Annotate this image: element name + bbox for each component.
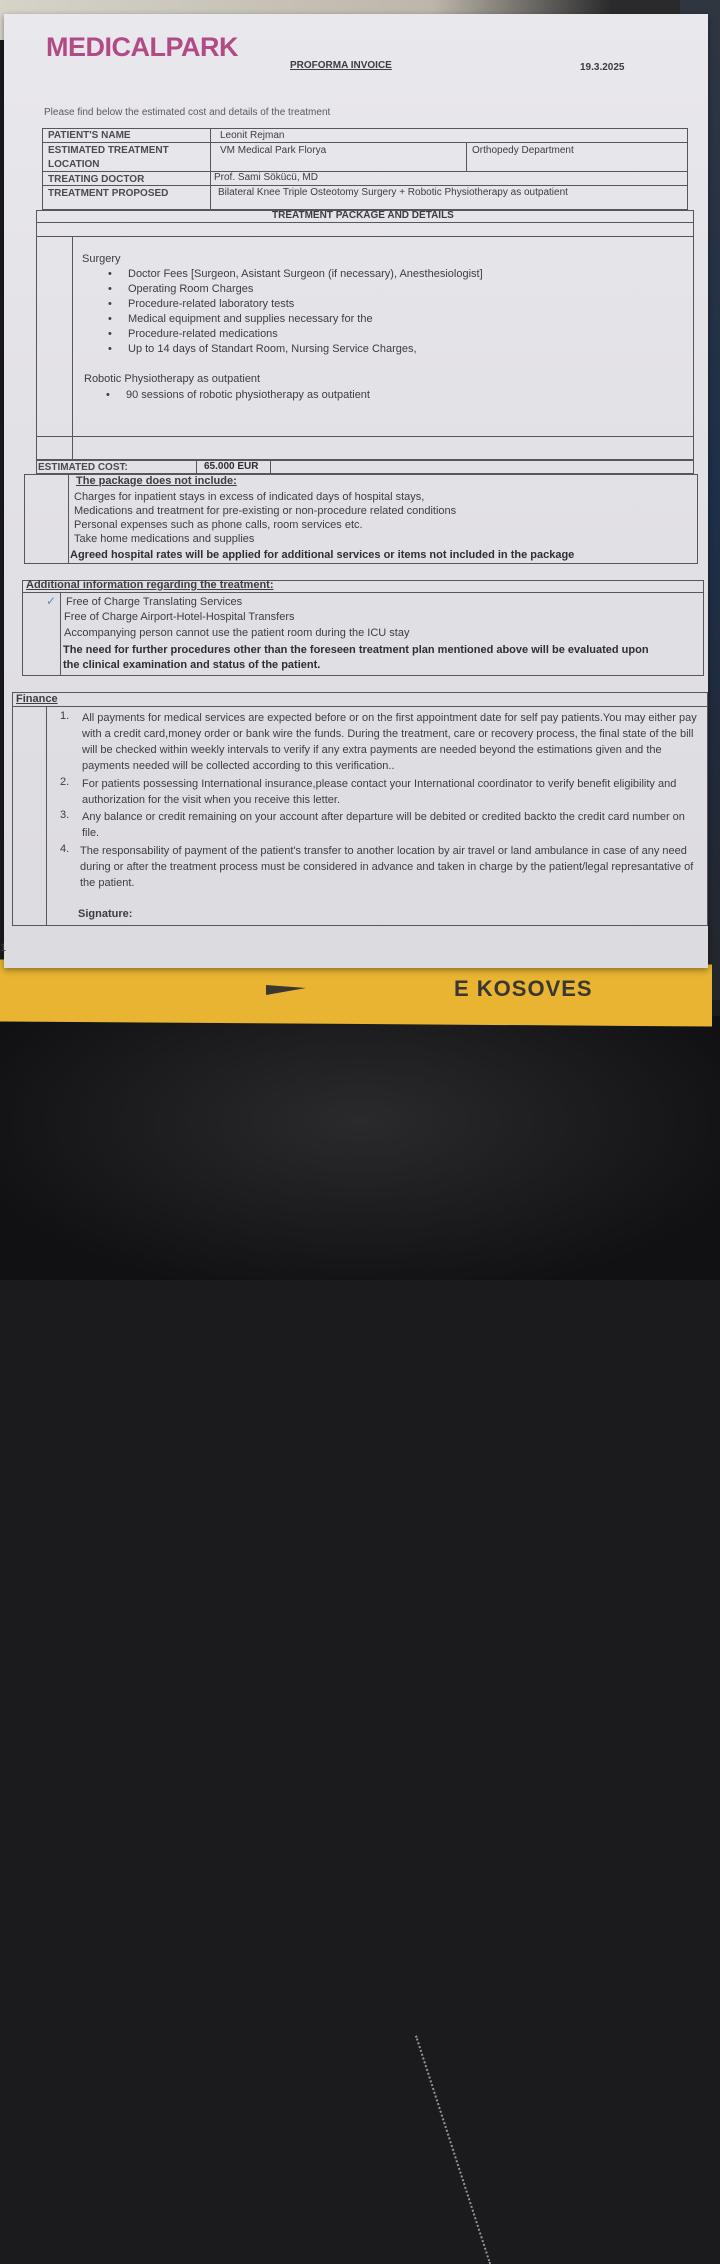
estimated-cost-value: 65.000 EUR [204,461,259,472]
signature-label: Signature: [78,908,133,920]
cost-row [36,460,694,474]
table-divider [46,706,47,926]
doctor-label: TREATING DOCTOR [48,174,145,185]
patient-name-label: PATIENT'S NAME [48,130,131,141]
additional-item: Free of Charge Translating Services [66,596,243,608]
treatment-location: VM Medical Park Florya [220,145,327,156]
additional-item: Accompanying person cannot use the patient room during the ICU stay [64,627,410,639]
finance-title: Finance [16,693,58,705]
cloth-stitch [415,2008,577,2264]
exclusion-item: Medications and treatment for pre-existing or non-procedure related conditions [74,505,457,517]
exclusion-item: Charges for inpatient stays in excess of indicated days of hospital stays, [74,491,425,503]
treatment-label: TREATMENT PROPOSED [48,188,169,199]
table-divider [42,171,688,172]
surgery-item: • Doctor Fees [Surgeon, Asistant Surgeon (if necessary), Anesthesiologist] [128,268,483,280]
table-divider [196,460,197,474]
medicalpark-logo: MEDICALPARK [46,32,238,62]
package-title: TREATMENT PACKAGE AND DETAILS [272,210,454,221]
finance-item-number: 2. [60,776,70,788]
location-label-2: LOCATION [48,159,100,170]
treating-doctor: Prof. Sami Sökücü, MD [214,172,318,183]
section-divider [36,436,694,437]
finance-item-text: All payments for medical services are expected before or on the first appointment date for self pay patients.You may either pay with a credit card,money order or bank wire the funds. During the treatment, care or recovery process, the final state of the bill will be checked within weekly intervals to verify if any extra payments are needed beyond the estimations given and the payments needed will be collected according to this verification.. [82,712,697,772]
finance-item-text: For patients possessing International insurance,please contact your International coordinator to verify benefit eligibility and authorization for the visit when you receive this letter. [82,778,677,806]
table-divider [60,592,61,676]
table-divider [68,474,69,564]
yellow-folder [0,960,712,1027]
estimated-cost-label: ESTIMATED COST: [38,462,128,473]
surgery-item: • Operating Room Charges [128,283,253,295]
table-divider [42,185,688,186]
patient-name: Leonit Rejman [220,130,285,141]
location-label: ESTIMATED TREATMENT [48,145,169,156]
additional-note-2: the clinical examination and status of the patient. [63,659,321,671]
finance-item-text: Any balance or credit remaining on your account after departure will be debited or credited backto the credit card number on file. [82,811,685,839]
exclusions-title: The package does not include: [76,475,237,487]
surgery-item: • Procedure-related laboratory tests [128,298,294,310]
surgery-item: • Procedure-related medications [128,328,278,340]
section-divider [36,222,694,223]
finance-item-number: 3. [60,809,70,821]
section-divider [12,706,708,707]
intro-text: Please find below the estimated cost and details of the treatment [44,107,331,118]
table-divider [42,142,688,143]
exclusion-item: Personal expenses such as phone calls, room services etc. [74,519,363,531]
additional-info-title: Additional information regarding the treatment: [26,579,274,591]
invoice-document [0,14,708,968]
section-divider [36,236,694,237]
treatment-proposed: Bilateral Knee Triple Osteotomy Surgery + Robotic Physiotherapy as outpatient [218,187,568,198]
surgery-item: • Up to 14 days of Standart Room, Nursing Service Charges, [128,343,417,355]
exclusions-note: Agreed hospital rates will be applied for additional services or items not included in the package [70,549,575,561]
finance-item-number: 1. [60,710,70,722]
additional-note: The need for further procedures other than the foreseen treatment plan mentioned above will be evaluated upon [63,644,649,656]
section-divider [72,236,73,460]
folder-text: E KOSOVES [454,976,593,1001]
physio-title: Robotic Physiotherapy as outpatient [84,373,261,385]
document-date: 19.3.2025 [580,62,625,73]
finance-item-text: The responsability of payment of the patient's transfer to another location by air travel or land ambulance in case of any need during or after the treatment process must be considered in advance and taken in charge by the patient/legal represantative of the patient. [80,845,694,889]
finance-item-number: 4. [60,843,70,855]
background-cloth [0,1016,720,1280]
section-divider [22,592,704,593]
page-number: 1 [0,942,7,954]
physio-item: • 90 sessions of robotic physiotherapy as outpatient [126,389,370,401]
table-divider [270,460,271,474]
additional-item: Free of Charge Airport-Hotel-Hospital Transfers [64,611,295,623]
exclusion-item: Take home medications and supplies [74,533,255,545]
surgery-item: • Medical equipment and supplies necessary for the [128,313,373,325]
surgery-title: Surgery [82,253,121,265]
document-title: PROFORMA INVOICE [290,60,392,71]
checkmark-icon: ✓ [46,594,57,608]
table-divider [466,142,467,171]
table-divider [210,128,211,210]
department: Orthopedy Department [472,145,574,156]
